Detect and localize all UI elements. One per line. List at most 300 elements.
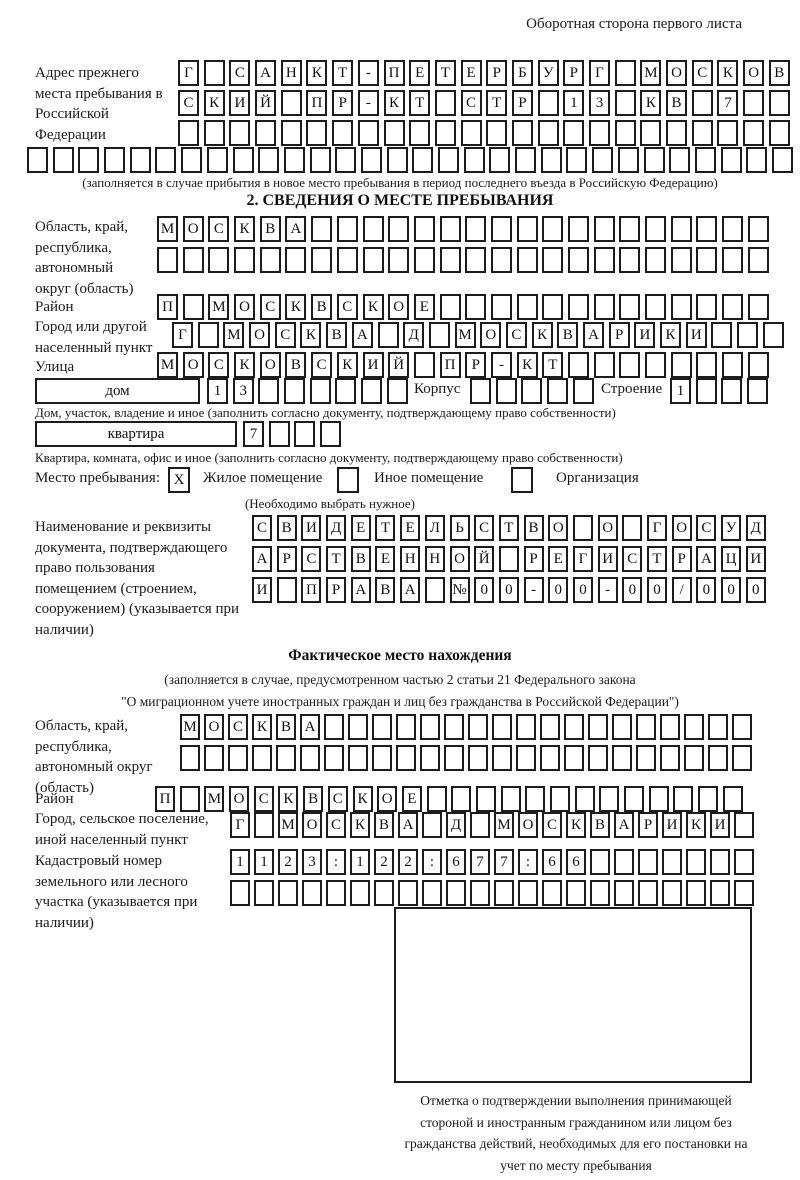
char-cell[interactable] [277,577,297,603]
char-cell[interactable] [306,120,327,146]
char-cell[interactable]: О [450,546,470,572]
char-cell[interactable] [326,880,346,906]
prev-address-row-4[interactable] [27,147,793,173]
char-cell[interactable] [348,745,368,771]
char-cell[interactable] [734,880,754,906]
char-cell[interactable] [747,378,768,404]
char-cell[interactable]: И [301,515,321,541]
char-cell[interactable]: 1 [563,90,584,116]
char-cell[interactable]: С [208,352,229,378]
char-cell[interactable]: О [666,60,687,86]
char-cell[interactable]: А [400,577,420,603]
char-cell[interactable]: К [566,812,586,838]
char-cell[interactable] [644,147,665,173]
checkbox-zhiloe[interactable] [168,467,190,493]
char-cell[interactable]: С [275,322,296,348]
char-cell[interactable]: М [204,786,224,812]
char-cell[interactable]: 0 [696,577,716,603]
char-cell[interactable] [320,421,341,447]
korpus-cells[interactable] [470,378,594,404]
checkbox-inoe[interactable] [337,467,359,493]
char-cell[interactable]: В [769,60,790,86]
char-cell[interactable] [387,378,408,404]
char-cell[interactable]: 0 [548,577,568,603]
char-cell[interactable]: А [583,322,604,348]
char-cell[interactable]: Е [548,546,568,572]
char-cell[interactable] [302,880,322,906]
char-cell[interactable] [673,786,693,812]
char-cell[interactable]: О [260,352,281,378]
char-cell[interactable] [414,216,435,242]
char-cell[interactable] [427,786,447,812]
char-cell[interactable] [440,247,461,273]
char-cell[interactable]: - [358,60,379,86]
char-cell[interactable] [721,147,742,173]
char-cell[interactable]: О [548,515,568,541]
char-cell[interactable]: 2 [398,849,418,875]
char-cell[interactable] [489,147,510,173]
char-cell[interactable] [440,294,461,320]
char-cell[interactable]: А [614,812,634,838]
char-cell[interactable]: С [622,546,642,572]
char-cell[interactable]: Д [403,322,424,348]
char-cell[interactable]: М [157,216,178,242]
char-cell[interactable]: С [228,714,248,740]
char-cell[interactable] [671,352,692,378]
char-cell[interactable]: С [337,294,358,320]
char-cell[interactable] [734,849,754,875]
char-cell[interactable]: 0 [573,577,593,603]
char-cell[interactable]: И [634,322,655,348]
char-cell[interactable]: 0 [647,577,667,603]
char-cell[interactable] [692,120,713,146]
char-cell[interactable] [722,352,743,378]
char-cell[interactable]: 0 [474,577,494,603]
char-cell[interactable]: К [204,90,225,116]
char-cell[interactable]: А [351,577,371,603]
char-cell[interactable]: 7 [243,421,264,447]
char-cell[interactable]: С [326,812,346,838]
char-cell[interactable] [387,147,408,173]
char-cell[interactable] [204,745,224,771]
char-cell[interactable] [281,120,302,146]
char-cell[interactable]: / [672,577,692,603]
char-cell[interactable] [372,745,392,771]
char-cell[interactable]: В [524,515,544,541]
char-cell[interactable]: Е [351,515,371,541]
char-cell[interactable]: В [276,714,296,740]
char-cell[interactable] [695,147,716,173]
char-cell[interactable] [590,880,610,906]
char-cell[interactable] [721,378,742,404]
char-cell[interactable]: : [518,849,538,875]
char-cell[interactable]: А [252,546,272,572]
fact-gorod-row[interactable] [230,812,754,838]
char-cell[interactable] [568,294,589,320]
char-cell[interactable] [350,880,370,906]
char-cell[interactable]: Л [425,515,445,541]
char-cell[interactable] [451,786,471,812]
char-cell[interactable] [337,216,358,242]
char-cell[interactable] [619,352,640,378]
char-cell[interactable] [575,786,595,812]
char-cell[interactable]: В [374,812,394,838]
prev-address-row-1[interactable] [178,60,790,86]
char-cell[interactable]: Т [647,546,667,572]
char-cell[interactable]: К [640,90,661,116]
char-cell[interactable]: Р [326,577,346,603]
char-cell[interactable]: С [208,216,229,242]
char-cell[interactable]: В [260,216,281,242]
char-cell[interactable] [696,247,717,273]
kadastr-row-1[interactable] [230,849,754,875]
char-cell[interactable] [619,247,640,273]
char-cell[interactable] [396,714,416,740]
char-cell[interactable] [465,247,486,273]
char-cell[interactable] [518,880,538,906]
char-cell[interactable] [547,378,568,404]
char-cell[interactable] [566,147,587,173]
char-cell[interactable] [614,849,634,875]
char-cell[interactable] [486,120,507,146]
char-cell[interactable]: И [252,577,272,603]
char-cell[interactable] [208,247,229,273]
char-cell[interactable] [310,378,331,404]
char-cell[interactable]: Т [486,90,507,116]
char-cell[interactable] [573,378,594,404]
char-cell[interactable] [229,120,250,146]
char-cell[interactable]: С [696,515,716,541]
char-cell[interactable] [640,120,661,146]
char-cell[interactable]: М [157,352,178,378]
char-cell[interactable]: Г [178,60,199,86]
char-cell[interactable] [573,515,593,541]
char-cell[interactable] [589,120,610,146]
char-cell[interactable] [361,378,382,404]
char-cell[interactable] [332,120,353,146]
char-cell[interactable] [464,147,485,173]
char-cell[interactable] [311,247,332,273]
char-cell[interactable]: Р [332,90,353,116]
char-cell[interactable]: К [353,786,373,812]
char-cell[interactable]: В [351,546,371,572]
fact-oblast-row-1[interactable] [180,714,752,740]
char-cell[interactable]: 7 [470,849,490,875]
char-cell[interactable]: Е [402,786,422,812]
char-cell[interactable]: С [178,90,199,116]
char-cell[interactable]: Б [512,60,533,86]
char-cell[interactable] [550,786,570,812]
char-cell[interactable] [269,421,290,447]
char-cell[interactable] [612,714,632,740]
char-cell[interactable]: 0 [499,577,519,603]
char-cell[interactable] [198,322,219,348]
char-cell[interactable] [722,216,743,242]
char-cell[interactable] [636,745,656,771]
char-cell[interactable]: Р [465,352,486,378]
char-cell[interactable] [335,147,356,173]
char-cell[interactable]: Т [435,60,456,86]
char-cell[interactable] [540,714,560,740]
char-cell[interactable]: О [183,216,204,242]
char-cell[interactable] [461,120,482,146]
char-cell[interactable]: У [538,60,559,86]
char-cell[interactable] [254,880,274,906]
char-cell[interactable]: - [598,577,618,603]
char-cell[interactable] [748,352,769,378]
char-cell[interactable]: 0 [746,577,766,603]
char-cell[interactable]: 7 [494,849,514,875]
char-cell[interactable]: О [598,515,618,541]
char-cell[interactable]: О [183,352,204,378]
char-cell[interactable] [671,216,692,242]
char-cell[interactable]: Р [672,546,692,572]
char-cell[interactable] [696,352,717,378]
char-cell[interactable] [614,880,634,906]
char-cell[interactable] [435,90,456,116]
char-cell[interactable] [769,90,790,116]
char-cell[interactable] [384,120,405,146]
char-cell[interactable] [255,120,276,146]
char-cell[interactable] [324,714,344,740]
char-cell[interactable]: К [363,294,384,320]
char-cell[interactable]: Й [255,90,276,116]
checkbox-organizatsiya[interactable] [511,467,533,493]
char-cell[interactable] [284,147,305,173]
char-cell[interactable] [204,60,225,86]
stroenie-cells[interactable] [670,378,768,404]
char-cell[interactable] [361,147,382,173]
char-cell[interactable] [612,745,632,771]
char-cell[interactable]: К [350,812,370,838]
oblast-row-2[interactable] [157,247,769,273]
char-cell[interactable] [230,880,250,906]
char-cell[interactable] [278,880,298,906]
char-cell[interactable]: М [278,812,298,838]
kvartira-cells[interactable] [243,421,341,447]
char-cell[interactable]: К [660,322,681,348]
document-row-3[interactable] [252,577,766,603]
char-cell[interactable]: В [375,577,395,603]
char-cell[interactable] [396,745,416,771]
char-cell[interactable] [692,90,713,116]
char-cell[interactable]: Р [524,546,544,572]
char-cell[interactable] [723,786,743,812]
char-cell[interactable] [568,216,589,242]
char-cell[interactable] [412,147,433,173]
kadastr-row-2[interactable] [230,880,754,906]
char-cell[interactable]: И [363,352,384,378]
char-cell[interactable]: Н [400,546,420,572]
char-cell[interactable] [398,880,418,906]
char-cell[interactable]: С [260,294,281,320]
char-cell[interactable] [594,247,615,273]
char-cell[interactable] [348,714,368,740]
char-cell[interactable] [671,247,692,273]
char-cell[interactable]: О [743,60,764,86]
char-cell[interactable]: О [388,294,409,320]
char-cell[interactable] [517,216,538,242]
char-cell[interactable] [420,745,440,771]
char-cell[interactable] [525,786,545,812]
char-cell[interactable]: Р [512,90,533,116]
char-cell[interactable]: О [204,714,224,740]
char-cell[interactable] [252,745,272,771]
char-cell[interactable]: Д [746,515,766,541]
char-cell[interactable] [619,294,640,320]
char-cell[interactable]: Т [326,546,346,572]
char-cell[interactable] [686,849,706,875]
char-cell[interactable]: В [666,90,687,116]
char-cell[interactable] [228,745,248,771]
char-cell[interactable]: М [223,322,244,348]
char-cell[interactable] [285,247,306,273]
char-cell[interactable] [422,880,442,906]
char-cell[interactable] [769,120,790,146]
char-cell[interactable] [470,812,490,838]
confirmation-stamp-box[interactable] [394,907,752,1083]
char-cell[interactable]: С [506,322,527,348]
char-cell[interactable]: Д [446,812,466,838]
char-cell[interactable]: Т [332,60,353,86]
char-cell[interactable] [181,147,202,173]
char-cell[interactable]: А [696,546,716,572]
char-cell[interactable] [541,147,562,173]
char-cell[interactable]: П [384,60,405,86]
char-cell[interactable] [622,515,642,541]
char-cell[interactable]: М [640,60,661,86]
char-cell[interactable] [594,352,615,378]
char-cell[interactable]: Г [230,812,250,838]
char-cell[interactable] [542,247,563,273]
document-row-1[interactable] [252,515,766,541]
char-cell[interactable]: Р [486,60,507,86]
char-cell[interactable]: : [326,849,346,875]
ulitsa-row[interactable] [157,352,769,378]
char-cell[interactable] [517,294,538,320]
char-cell[interactable] [660,745,680,771]
char-cell[interactable] [746,147,767,173]
char-cell[interactable]: М [494,812,514,838]
char-cell[interactable] [538,90,559,116]
char-cell[interactable]: К [278,786,298,812]
fact-raion-row[interactable] [155,786,743,812]
char-cell[interactable]: К [234,216,255,242]
char-cell[interactable]: Т [542,352,563,378]
char-cell[interactable] [684,714,704,740]
char-cell[interactable] [468,745,488,771]
char-cell[interactable] [743,120,764,146]
char-cell[interactable] [645,247,666,273]
char-cell[interactable] [258,378,279,404]
char-cell[interactable] [258,147,279,173]
char-cell[interactable]: 6 [446,849,466,875]
char-cell[interactable] [649,786,669,812]
char-cell[interactable] [492,745,512,771]
char-cell[interactable] [183,247,204,273]
char-cell[interactable] [568,352,589,378]
char-cell[interactable]: О [377,786,397,812]
char-cell[interactable]: К [234,352,255,378]
char-cell[interactable] [378,322,399,348]
char-cell[interactable] [157,247,178,273]
char-cell[interactable] [311,216,332,242]
char-cell[interactable]: Д [326,515,346,541]
char-cell[interactable] [491,216,512,242]
char-cell[interactable] [294,421,315,447]
char-cell[interactable]: Н [281,60,302,86]
char-cell[interactable] [444,714,464,740]
char-cell[interactable]: П [157,294,178,320]
char-cell[interactable]: Ц [721,546,741,572]
char-cell[interactable]: И [229,90,250,116]
char-cell[interactable]: Н [425,546,445,572]
char-cell[interactable]: А [300,714,320,740]
char-cell[interactable] [564,745,584,771]
char-cell[interactable]: А [255,60,276,86]
char-cell[interactable] [104,147,125,173]
char-cell[interactable] [748,216,769,242]
char-cell[interactable]: 3 [589,90,610,116]
char-cell[interactable] [696,294,717,320]
char-cell[interactable] [372,714,392,740]
char-cell[interactable] [568,247,589,273]
char-cell[interactable] [420,714,440,740]
char-cell[interactable] [27,147,48,173]
char-cell[interactable]: В [311,294,332,320]
char-cell[interactable]: 3 [233,378,254,404]
char-cell[interactable] [414,352,435,378]
char-cell[interactable] [669,147,690,173]
char-cell[interactable]: П [306,90,327,116]
char-cell[interactable]: М [180,714,200,740]
char-cell[interactable]: О [229,786,249,812]
char-cell[interactable]: О [249,322,270,348]
char-cell[interactable] [748,294,769,320]
char-cell[interactable] [710,849,730,875]
char-cell[interactable]: И [686,322,707,348]
char-cell[interactable]: - [358,90,379,116]
char-cell[interactable]: Т [409,90,430,116]
char-cell[interactable] [662,880,682,906]
char-cell[interactable] [388,216,409,242]
char-cell[interactable] [540,745,560,771]
char-cell[interactable]: Е [414,294,435,320]
char-cell[interactable]: И [746,546,766,572]
char-cell[interactable] [491,294,512,320]
char-cell[interactable]: И [598,546,618,572]
char-cell[interactable]: К [532,322,553,348]
char-cell[interactable] [645,294,666,320]
char-cell[interactable] [686,880,706,906]
char-cell[interactable] [492,714,512,740]
char-cell[interactable] [615,60,636,86]
char-cell[interactable] [476,786,496,812]
char-cell[interactable]: - [491,352,512,378]
char-cell[interactable] [358,120,379,146]
char-cell[interactable]: О [302,812,322,838]
char-cell[interactable] [590,849,610,875]
char-cell[interactable] [324,745,344,771]
char-cell[interactable] [615,120,636,146]
char-cell[interactable]: О [234,294,255,320]
char-cell[interactable]: К [306,60,327,86]
prev-address-row-2[interactable] [178,90,790,116]
char-cell[interactable] [743,90,764,116]
char-cell[interactable] [374,880,394,906]
char-cell[interactable]: О [518,812,538,838]
char-cell[interactable] [422,812,442,838]
